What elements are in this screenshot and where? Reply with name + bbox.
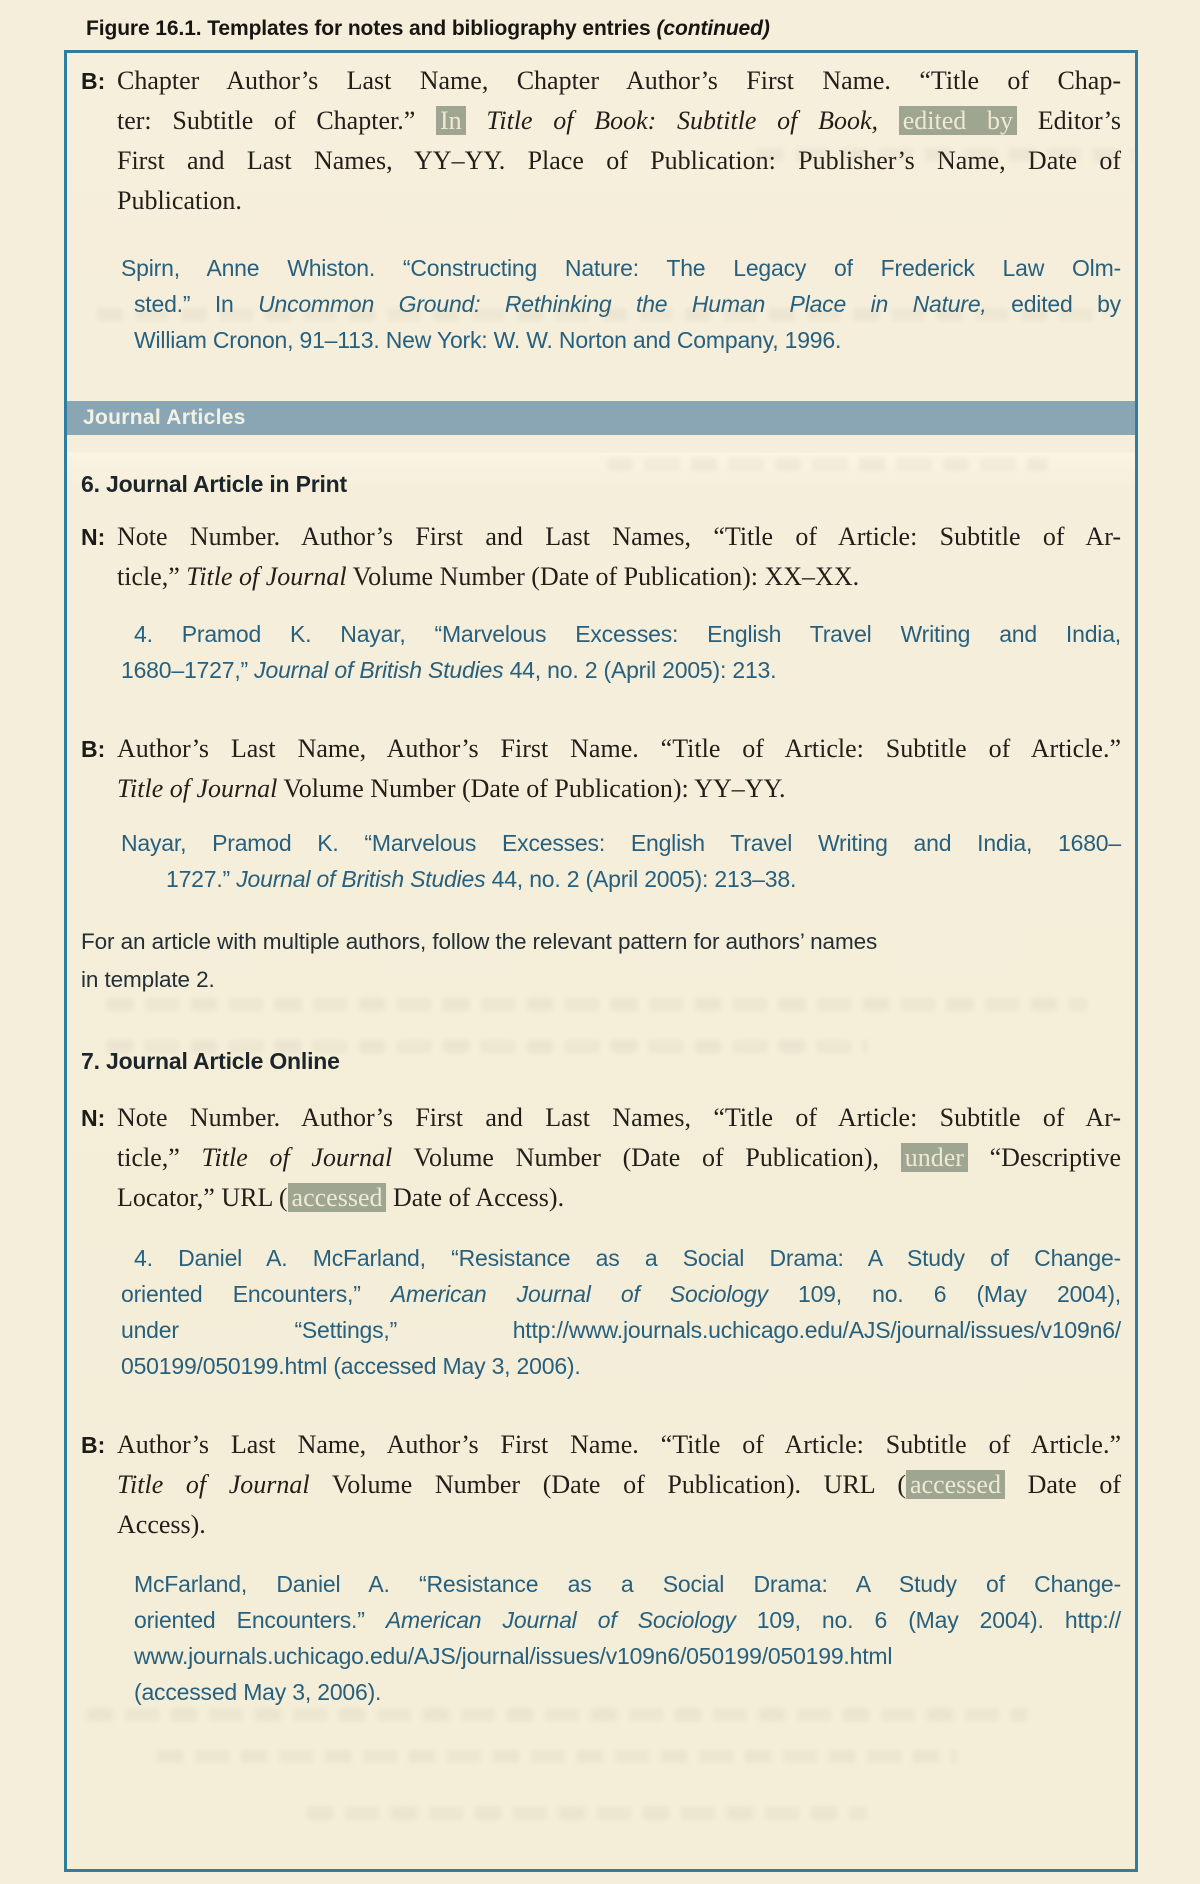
example-bibliography-nayar (121, 825, 1121, 897)
text-segment: (accessed May 3, 2006). (134, 1679, 382, 1705)
entry-type-label: B: (81, 1432, 106, 1458)
text-line (121, 1674, 1121, 1710)
text-segment: Note Number. Author’s First and Last Names, “Title of Article: Subtitle of Ar- (117, 1103, 1121, 1132)
text-segment: edited by (986, 291, 1121, 317)
text-segment: Locator,” URL ( (117, 1183, 288, 1212)
text-line (121, 616, 1121, 652)
entry-body (117, 1098, 1121, 1218)
text-segment: under “Settings,” http://www.journals.uchicago.edu/AJS/journal/issues/v109n6/ (121, 1317, 1121, 1343)
entry-body (117, 729, 1121, 809)
text-segment: 050199/050199.html (accessed May 3, 2006). (121, 1353, 581, 1379)
text-segment: Access). (117, 1510, 206, 1539)
text-segment: in template 2. (81, 967, 215, 992)
template-note-journal-print (81, 517, 1121, 597)
entry-type-label: B: (81, 736, 106, 762)
section-bar-journal-articles (67, 401, 1135, 435)
text-segment: oriented Encounters,” (121, 1281, 391, 1307)
highlighted-term: accessed (906, 1470, 1005, 1499)
text-segment: “Descriptive (967, 1143, 1122, 1172)
text-line (117, 1138, 1121, 1178)
text-line (117, 1425, 1121, 1465)
template-bibliography-chapter-in-book (81, 61, 1121, 221)
italic-title: Title of Journal (117, 1470, 310, 1499)
entry-body (117, 61, 1121, 221)
text-segment: Volume Number (Date of Publication): YY–YY. (277, 774, 786, 803)
section-bar-label: Journal Articles (83, 406, 246, 429)
text-segment: www.journals.uchicago.edu/AJS/journal/issues/v109n6/050199/050199.html (134, 1643, 893, 1669)
italic-title: American Journal of Sociology (390, 1281, 768, 1307)
heading-journal-article-online: 7. Journal Article Online (81, 1048, 340, 1074)
text-segment: ticle,” (117, 562, 187, 591)
text-segment: 44, no. 2 (April 2005): 213–38. (485, 866, 797, 892)
example-bibliography-mcfarland (121, 1566, 1121, 1710)
text-segment: Author’s Last Name, Author’s First Name. “Title of Article: Subtitle of Article.” (117, 734, 1121, 763)
entry-type-label: N: (81, 524, 106, 550)
figure-title-text: Figure 16.1. Templates for notes and bibliography entries (86, 17, 651, 40)
text-segment: 1727.” (166, 866, 237, 892)
text-line (121, 1312, 1121, 1348)
example-note-mcfarland (121, 1240, 1121, 1384)
italic-title: American Journal of Sociology (385, 1607, 736, 1633)
text-segment: 109, no. 6 (May 2004), (767, 1281, 1121, 1307)
text-segment: oriented Encounters.” (134, 1607, 386, 1633)
text-segment (878, 106, 899, 135)
text-line (121, 825, 1121, 861)
text-segment: Nayar, Pramod K. “Marvelous Excesses: English Travel Writing and India, 1680– (121, 830, 1121, 856)
text-segment: Note Number. Author’s First and Last Names, “Title of Article: Subtitle of Ar- (117, 522, 1121, 551)
text-line (121, 1638, 1121, 1674)
figure-box-content (81, 61, 1121, 1710)
text-segment: 4. Daniel A. McFarland, “Resistance as a Social Drama: A Study of Change- (134, 1245, 1121, 1271)
bleed-through-artifact (157, 1750, 957, 1763)
text-line (121, 250, 1121, 286)
highlighted-term: In (436, 106, 466, 135)
text-line (121, 1566, 1121, 1602)
text-segment: Volume Number (Date of Publication), (392, 1143, 901, 1172)
heading-journal-article-in-print: 6. Journal Article in Print (81, 471, 347, 497)
template-note-journal-online (81, 1098, 1121, 1218)
text-segment: Volume Number (Date of Publication). URL ( (309, 1470, 907, 1499)
text-segment: sted.” In (134, 291, 259, 317)
bleed-through-artifact (307, 1807, 867, 1820)
text-segment: William Cronon, 91–113. New York: W. W. Norton and Company, 1996. (134, 327, 842, 353)
text-segment: 4. Pramod K. Nayar, “Marvelous Excesses: English Travel Writing and India, (134, 621, 1121, 647)
italic-title: Journal of British Studies (236, 866, 486, 892)
text-segment: Chapter Author’s Last Name, Chapter Author’s First Name. “Title of Chap- (117, 66, 1121, 95)
entry-type-label: B: (81, 68, 106, 94)
highlighted-term: under (901, 1143, 968, 1172)
text-segment: 1680–1727,” (121, 657, 255, 683)
text-segment (466, 106, 487, 135)
text-segment: Editor’s (1017, 106, 1122, 135)
italic-title: Journal of British Studies (254, 657, 504, 683)
template-bibliography-journal-print (81, 729, 1121, 809)
text-line (121, 861, 1121, 897)
entry-type-label: N: (81, 1105, 106, 1131)
figure-box (64, 50, 1138, 1872)
text-line (117, 517, 1121, 557)
highlighted-term: edited by (899, 106, 1017, 135)
entry-body (117, 517, 1121, 597)
text-line (117, 181, 1121, 221)
text-segment: Date of Access). (386, 1183, 565, 1212)
italic-title: Title of Journal (186, 562, 347, 591)
text-line (121, 1602, 1121, 1638)
italic-title: Title of Journal (201, 1143, 393, 1172)
text-line (117, 1465, 1121, 1505)
text-line (117, 1098, 1121, 1138)
text-line (121, 1240, 1121, 1276)
italic-title: Title of Book: Subtitle of Book, (486, 106, 879, 135)
text-segment: Date of (1004, 1470, 1121, 1499)
text-segment: Volume Number (Date of Publication): XX–XX. (346, 562, 860, 591)
text-segment: First and Last Names, YY–YY. Place of Publication: Publisher’s Name, Date of (117, 146, 1121, 175)
text-line (121, 1276, 1121, 1312)
text-line (117, 769, 1121, 809)
text-segment: ticle,” (117, 1143, 202, 1172)
figure-title (0, 0, 1200, 50)
text-line (117, 101, 1121, 141)
example-bibliography-spirn (121, 250, 1121, 358)
text-line (117, 729, 1121, 769)
text-line (121, 322, 1121, 358)
text-line (81, 923, 1121, 961)
text-line (117, 557, 1121, 597)
italic-title: Uncommon Ground: Rethinking the Human Place in Nature, (258, 291, 987, 317)
text-segment: 109, no. 6 (May 2004). http:// (735, 1607, 1121, 1633)
text-line (121, 652, 1121, 688)
entry-body (117, 1425, 1121, 1545)
text-line (117, 141, 1121, 181)
template-bibliography-journal-online (81, 1425, 1121, 1545)
note-multiple-authors (81, 923, 1121, 999)
text-segment: For an article with multiple authors, follow the relevant pattern for authors’ names (81, 929, 878, 954)
text-line (81, 961, 1121, 999)
figure-title-continued-label: (continued) (656, 17, 770, 40)
highlighted-term: accessed (288, 1183, 387, 1212)
text-segment: Author’s Last Name, Author’s First Name. “Title of Article: Subtitle of Article.” (117, 1430, 1121, 1459)
text-segment: Publication. (117, 186, 242, 215)
text-line (121, 286, 1121, 322)
text-line (121, 1348, 1121, 1384)
text-segment: McFarland, Daniel A. “Resistance as a Social Drama: A Study of Change- (134, 1571, 1121, 1597)
italic-title: Title of Journal (117, 774, 278, 803)
text-line (117, 1178, 1121, 1218)
text-line (117, 61, 1121, 101)
text-segment: ter: Subtitle of Chapter.” (117, 106, 436, 135)
text-line (117, 1505, 1121, 1545)
example-note-nayar (121, 616, 1121, 688)
text-segment: Spirn, Anne Whiston. “Constructing Nature: The Legacy of Frederick Law Olm- (121, 255, 1121, 281)
text-segment: 44, no. 2 (April 2005): 213. (503, 657, 777, 683)
